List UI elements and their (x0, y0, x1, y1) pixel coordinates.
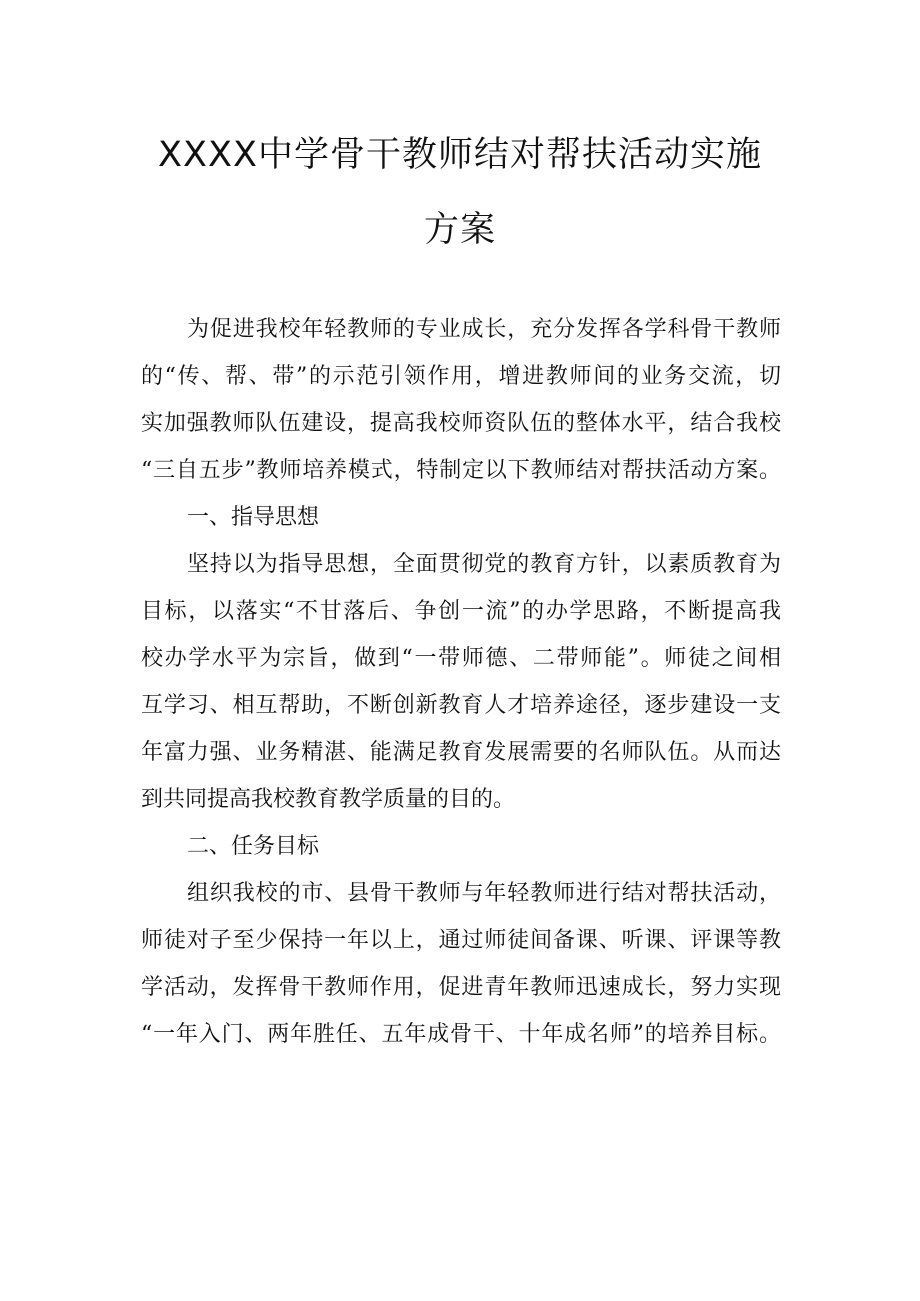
document-title-line-1: XXXX中学骨干教师结对帮扶活动实施 (158, 135, 762, 175)
section1-line: 年富力强、业务精湛、能满足教育发展需要的名师队伍。从而达 (141, 740, 781, 765)
document-body (141, 306, 781, 1058)
section2-line: “一年入门、两年胜任、五年成骨干、十年成名师”的培养目标。 (141, 1022, 781, 1047)
intro-line: 的“传、帮、带”的示范引领作用，增进教师间的业务交流，切 (141, 364, 781, 389)
section1-line: 校办学水平为宗旨，做到“一带师德、二带师能”。师徒之间相 (141, 646, 781, 671)
intro-line: 实加强教师队伍建设，提高我校师资队伍的整体水平，结合我校 (141, 411, 781, 436)
document-title-line-2: 方案 (423, 210, 496, 250)
intro-line: 为促进我校年轻教师的专业成长，充分发挥各学科骨干教师 (187, 317, 781, 342)
section1-line: 坚持以为指导思想，全面贯彻党的教育方针，以素质教育为 (187, 552, 781, 577)
section2-line: 学活动，发挥骨干教师作用，促进青年教师迅速成长，努力实现 (141, 975, 781, 1000)
section1-line: 互学习、相互帮助，不断创新教育人才培养途径，逐步建设一支 (141, 693, 781, 718)
section-heading-task-goals: 二、任务目标 (187, 834, 320, 859)
section2-line: 组织我校的市、县骨干教师与年轻教师进行结对帮扶活动， (187, 881, 781, 906)
intro-line: “三自五步”教师培养模式，特制定以下教师结对帮扶活动方案。 (141, 458, 781, 483)
section1-line: 到共同提高我校教育教学质量的目的。 (141, 787, 516, 812)
section-heading-guiding-ideology: 一、指导思想 (187, 505, 320, 530)
section1-line: 目标，以落实“不甘落后、争创一流”的办学思路，不断提高我 (141, 599, 781, 624)
section2-line: 师徒对子至少保持一年以上，通过师徒间备课、听课、评课等教 (141, 928, 781, 953)
